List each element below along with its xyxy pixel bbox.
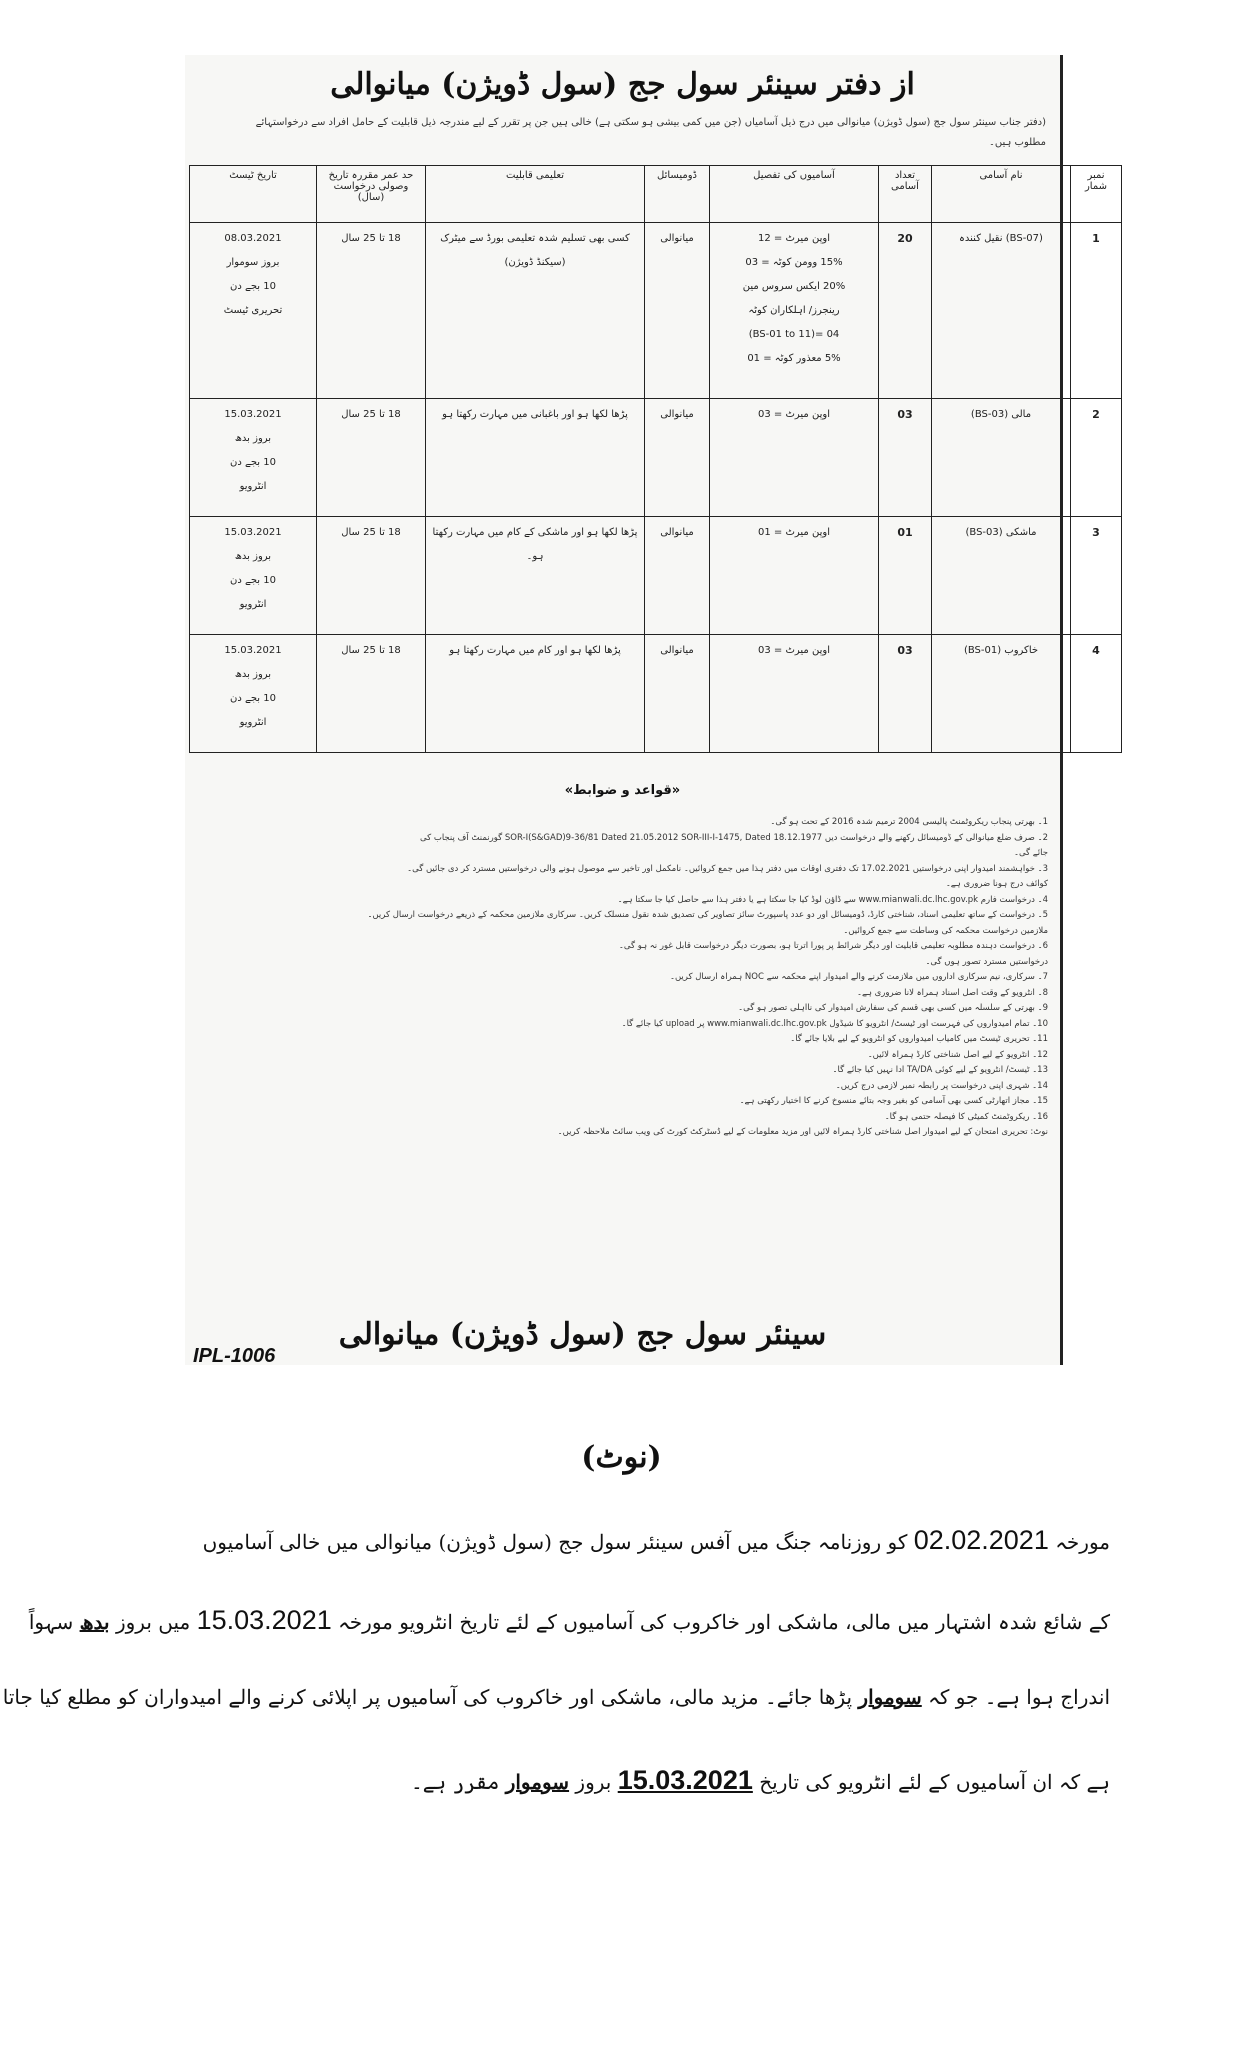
- test-date-cell: [190, 223, 317, 399]
- rule-line: 3۔ خواہشمند امیدوار اپنی درخواستیں 17.02.2021 تک دفتری اوقات میں دفتر ہذا میں جمع کروائیں۔ نامکمل اور تاخیر سے موصول ہونے والی درخواستیں مسترد کر دی جائیں گی۔: [407, 863, 1048, 874]
- age-cell: 18 تا 25 سال: [317, 635, 426, 753]
- rule-line: ملازمین درخواست محکمہ کی وساطت سے جمع کروائیں۔: [843, 925, 1048, 936]
- rules-list: [199, 815, 1048, 1141]
- post-name-cell: ماشکی (BS-03): [932, 517, 1071, 635]
- domicile-cell: میانوالی: [645, 223, 710, 399]
- rule-line: 10۔ تمام امیدواروں کی فہرست اور ٹیسٹ/ انٹرویو کا شیڈول www.mianwali.dc.lhc.gov.pk پر upload کیا جائے گا۔: [621, 1018, 1048, 1029]
- intro-line: (دفتر جناب سینئر سول جج (سول ڈویژن) میانوالی میں درج ذیل آسامیاں (جن میں کمی بیشی ہو سکتی ہے) خالی ہیں جن پر تقرر کے لیے مندرجہ ذیل قابلیت کے حامل افراد سے درخواستہائے: [255, 117, 1046, 128]
- test-line: 10 بجے دن: [230, 457, 276, 468]
- test-line: 10 بجے دن: [230, 693, 276, 704]
- note-text: کے شائع شدہ اشتہار میں مالی، ماشکی اور خاکروب کی آسامیوں کے لئے تاریخ انٹرویو مورخہ: [331, 1610, 1110, 1634]
- table-row: [190, 223, 1122, 399]
- note-text: مقرر ہے۔: [410, 1770, 506, 1794]
- rule-line: 4۔ درخواست فارم www.mianwali.dc.lhc.gov.pk سے ڈاؤن لوڈ کیا جا سکتا ہے یا دفتر ہذا سے حاصل کیا جا سکتا ہے۔: [617, 894, 1048, 905]
- detail-line: اوپن میرٹ = 03: [758, 645, 830, 656]
- scanned-advertisement: [185, 55, 1108, 1367]
- note-text: بروز: [569, 1770, 618, 1794]
- note-text: مورخہ: [1048, 1530, 1110, 1554]
- test-line: انٹرویو: [239, 599, 267, 610]
- note-day-correct: سوموار: [858, 1685, 922, 1709]
- rule-line: 16۔ ریکروٹمنٹ کمیٹی کا فیصلہ حتمی ہو گا۔: [884, 1111, 1048, 1122]
- test-date-cell: [190, 399, 317, 517]
- note-text: میں بروز: [109, 1610, 197, 1634]
- header-cell: تعداد آسامی: [879, 166, 932, 223]
- header-cell: تعلیمی قابلیت: [426, 166, 645, 223]
- detail-line: 5% معذور کوٹہ = 01: [747, 353, 841, 364]
- age-cell: 18 تا 25 سال: [317, 399, 426, 517]
- detail-line: 20% ایکس سروس مین: [742, 281, 846, 292]
- advert-title: از دفتر سینئر سول جج (سول ڈویژن) میانوالی: [330, 67, 915, 102]
- detail-line: اوپن میرٹ = 12: [758, 233, 830, 244]
- details-cell: [710, 399, 879, 517]
- serial-cell: 3: [1071, 517, 1122, 635]
- post-name-cell: (BS-07) نقیل کنندہ: [932, 223, 1071, 399]
- detail-line: اوپن میرٹ = 01: [758, 527, 830, 538]
- rule-line: نوٹ: تحریری امتحان کے لیے امیدوار اصل شناختی کارڈ ہمراہ لائیں اور مزید معلومات کے لیے ڈسٹرکٹ کورٹ کی ویب سائٹ ملاحظہ کریں۔: [557, 1127, 1048, 1137]
- header-cell: ڈومیسائل: [645, 166, 710, 223]
- rule-line: 15۔ مجاز اتھارٹی کسی بھی آسامی کو بغیر وجہ بتائے منسوخ کرنے کا اختیار رکھتی ہے۔: [739, 1096, 1048, 1106]
- rule-line: 12۔ انٹرویو کے لیے اصل شناختی کارڈ ہمراہ لائیں۔: [867, 1049, 1048, 1060]
- note-date: 02.02.2021: [913, 1525, 1049, 1555]
- count-cell: 20: [879, 223, 932, 399]
- test-date-cell: [190, 635, 317, 753]
- table-row: [190, 635, 1122, 753]
- header-cell: آسامیوں کی تفصیل: [710, 166, 879, 223]
- details-cell: [710, 517, 879, 635]
- rule-line: 6۔ درخواست دہندہ مطلوبہ تعلیمی قابلیت اور دیگر شرائط پر پورا اترتا ہو، بصورت دیگر درخواست قابل غور نہ ہو گی۔: [618, 941, 1048, 951]
- age-cell: 18 تا 25 سال: [317, 517, 426, 635]
- count-cell: 03: [879, 399, 932, 517]
- qualification-cell: پڑھا لکھا ہو اور ماشکی کے کام میں مہارت رکھتا ہو۔: [426, 517, 645, 635]
- header-cell: نمبر شمار: [1071, 166, 1122, 223]
- rule-line: 11۔ تحریری ٹیسٹ میں کامیاب امیدواروں کو انٹرویو کے لیے بلایا جائے گا۔: [790, 1034, 1048, 1044]
- note-line-2: [28, 1605, 1110, 1636]
- rule-line: 13۔ ٹیسٹ/ انٹرویو کے لیے کوئی TA/DA ادا نہیں کیا جائے گا۔: [832, 1065, 1048, 1075]
- note-line-1: [150, 1525, 1110, 1556]
- table-row: [190, 399, 1122, 517]
- rule-line: جائے گی۔: [1013, 848, 1048, 858]
- detail-line: اوپن میرٹ = 03: [758, 409, 830, 420]
- domicile-cell: میانوالی: [645, 517, 710, 635]
- advert-intro: [195, 113, 1046, 153]
- domicile-cell: میانوالی: [645, 399, 710, 517]
- header-cell: نام آسامی: [932, 166, 1071, 223]
- note-text: اندراج ہوا ہے۔ جو کہ: [921, 1685, 1110, 1709]
- signature-title: سینئر سول جج (سول ڈویژن) میانوالی: [338, 1317, 827, 1352]
- header-cell: تاریخ ٹیسٹ: [190, 166, 317, 223]
- rule-line: 1۔ بھرتی پنجاب ریکروٹمنٹ پالیسی 2004 ترمیم شدہ 2016 کے تحت ہو گی۔: [770, 817, 1048, 827]
- rule-line: کوائف درج ہونا ضروری ہے۔: [945, 879, 1048, 889]
- table-header-row: [190, 166, 1122, 223]
- post-name-cell: خاکروب (BS-01): [932, 635, 1071, 753]
- note-line-4: [150, 1765, 1110, 1796]
- note-text: ہے کہ ان آسامیوں کے لئے انٹرویو کی تاریخ: [752, 1770, 1110, 1794]
- rule-line: 5۔ درخواست کے ساتھ تعلیمی اسناد، شناختی کارڈ، ڈومیسائل اور دو عدد پاسپورٹ سائز تصاویر کی تصدیق شدہ نقول منسلک کریں۔ سرکاری ملازمین محکمہ کے ذریعے درخواست ارسال کریں۔: [367, 910, 1048, 920]
- test-line: 08.03.2021: [224, 233, 282, 244]
- table-row: [190, 517, 1122, 635]
- note-date: 15.03.2021: [617, 1765, 753, 1795]
- count-cell: 03: [879, 635, 932, 753]
- note-date: 15.03.2021: [196, 1605, 332, 1635]
- test-line: بروز بدھ: [234, 551, 272, 562]
- rules-heading: «قواعد و ضوابط»: [564, 783, 681, 798]
- serial-cell: 2: [1071, 399, 1122, 517]
- test-line: تحریری ٹیسٹ: [223, 305, 283, 316]
- age-cell: 18 تا 25 سال: [317, 223, 426, 399]
- note-day-wrong: بدھ: [79, 1610, 110, 1634]
- serial-cell: 4: [1071, 635, 1122, 753]
- test-line: بروز بدھ: [234, 433, 272, 444]
- count-cell: 01: [879, 517, 932, 635]
- test-date-cell: [190, 517, 317, 635]
- details-cell: [710, 635, 879, 753]
- domicile-cell: میانوالی: [645, 635, 710, 753]
- detail-line: 15% وومن کوٹہ = 03: [745, 257, 843, 268]
- rule-line: درخواستیں مسترد تصور ہوں گی۔: [925, 956, 1048, 967]
- rule-line: 2۔ صرف ضلع میانوالی کے ڈومیسائل رکھنے والے درخواست دیں SOR-I(S&GAD)9-36/81 Dated 21.05.2012 SOR-III-I-1475, Dated 18.12.1977 گورنمنٹ آف پنجاب کی: [420, 832, 1048, 843]
- test-line: بروز سوموار: [226, 257, 280, 268]
- test-line: 15.03.2021: [224, 409, 282, 420]
- qualification-cell: کسی بھی تسلیم شدہ تعلیمی بورڈ سے میٹرک (سیکنڈ ڈویژن): [426, 223, 645, 399]
- rule-line: 9۔ بھرتی کے سلسلہ میں کسی بھی قسم کی سفارش امیدوار کی نااہلی تصور ہو گی۔: [738, 1003, 1048, 1013]
- test-line: 15.03.2021: [224, 645, 282, 656]
- vacancy-table: [189, 165, 1122, 753]
- note-day-correct: سوموار: [505, 1770, 570, 1794]
- note-title: (نوٹ): [581, 1440, 662, 1475]
- note-text: پڑھا جائے۔ مزید مالی، ماشکی اور خاکروب کی آسامیوں پر اپلائی کرنے والے امیدواران کو مطلع کیا جاتا: [2, 1685, 859, 1709]
- serial-cell: 1: [1071, 223, 1122, 399]
- rule-line: 14۔ شہری اپنی درخواست پر رابطہ نمبر لازمی درج کریں۔: [835, 1080, 1048, 1091]
- qualification-cell: پڑھا لکھا ہو اور باغبانی میں مہارت رکھتا ہو: [426, 399, 645, 517]
- detail-line: 04 =(BS-01 to 11): [748, 329, 840, 340]
- intro-line: مطلوب ہیں۔: [989, 137, 1046, 148]
- details-cell: [710, 223, 879, 399]
- test-line: بروز بدھ: [234, 669, 272, 680]
- detail-line: رینجرز/ اہلکاران کوٹہ: [748, 305, 840, 316]
- note-line-3: [2, 1685, 1110, 1709]
- test-line: 15.03.2021: [224, 527, 282, 538]
- test-line: 10 بجے دن: [230, 281, 276, 292]
- reference-number: IPL-1006: [193, 1345, 276, 1367]
- test-line: انٹرویو: [239, 717, 267, 728]
- test-line: 10 بجے دن: [230, 575, 276, 586]
- note-text: سہواً: [28, 1610, 80, 1634]
- post-name-cell: مالی (BS-03): [932, 399, 1071, 517]
- rule-line: 7۔ سرکاری، نیم سرکاری اداروں میں ملازمت کرنے والے امیدوار اپنے محکمہ سے NOC ہمراہ ارسال کریں۔: [669, 972, 1048, 982]
- note-text: کو روزنامہ جنگ میں آفس سینئر سول جج (سول ڈویژن) میانوالی میں خالی آسامیوں: [202, 1530, 914, 1554]
- header-cell: حد عمر مقررہ تاریخ وصولی درخواست (سال): [317, 166, 426, 223]
- test-line: انٹرویو: [239, 481, 267, 492]
- rule-line: 8۔ انٹرویو کے وقت اصل اسناد ہمراہ لانا ضروری ہے۔: [857, 987, 1048, 998]
- qualification-cell: پڑھا لکھا ہو اور کام میں مہارت رکھتا ہو: [426, 635, 645, 753]
